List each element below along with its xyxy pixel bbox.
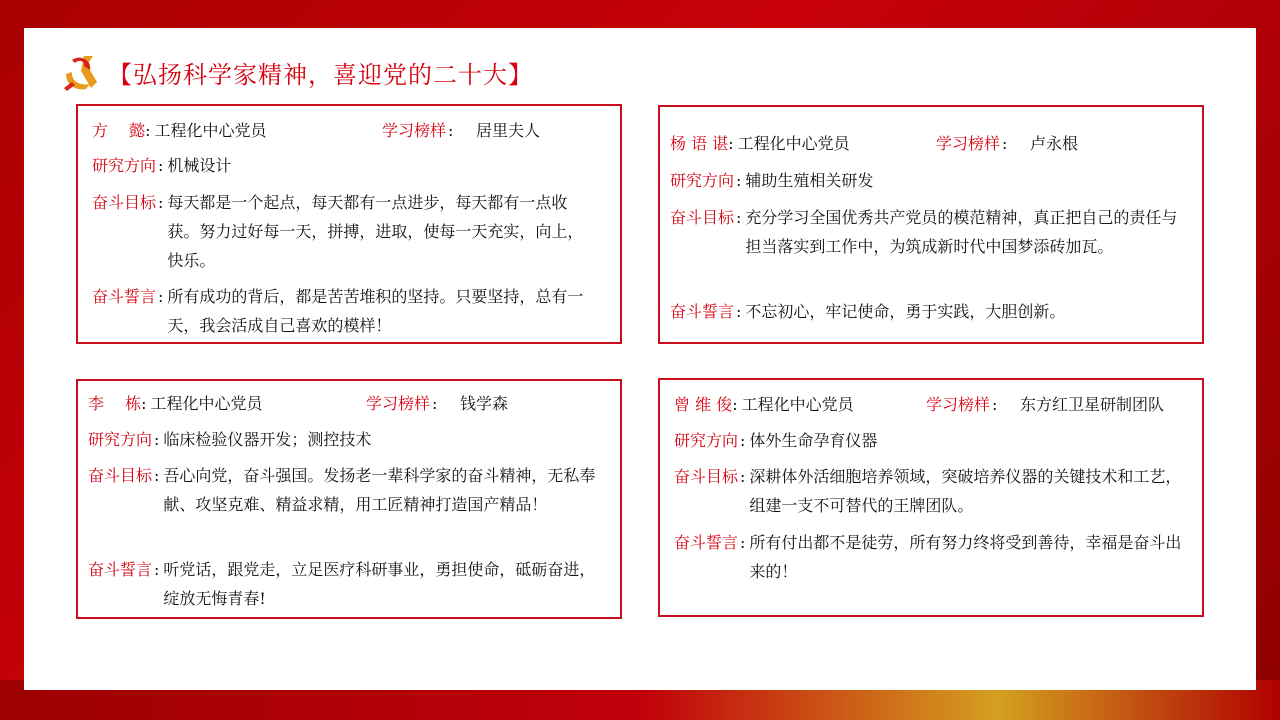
direction-label: 研究方向 — [670, 171, 735, 190]
motto-label: 奋斗誓言 — [88, 560, 153, 579]
motto-row — [674, 528, 1202, 586]
colon: : — [740, 467, 746, 486]
goal-label: 奋斗目标 — [92, 193, 157, 212]
goal-row — [674, 462, 1202, 520]
goal-label: 奋斗目标 — [88, 466, 153, 485]
direction-value: 辅助生殖相关研发 — [745, 171, 874, 190]
direction-label: 研究方向 — [92, 156, 157, 175]
colon: : — [448, 121, 454, 140]
slide-panel — [24, 28, 1256, 690]
colon: : — [154, 466, 160, 485]
model-label: 学习榜样 — [382, 121, 447, 140]
model-label: 学习榜样 — [926, 395, 991, 414]
member-card-li-dong — [76, 379, 622, 619]
motto-label: 奋斗誓言 — [670, 302, 735, 321]
goal-row — [92, 188, 616, 275]
member-card-yang-yuchen — [658, 105, 1204, 344]
goal-label: 奋斗目标 — [670, 208, 735, 227]
motto-value: 所有成功的背后，都是苦苦堆积的坚持。只要坚持，总有一天，我会活成自己喜欢的模样！ — [167, 287, 584, 335]
name-role-row — [92, 116, 612, 145]
colon: : — [158, 156, 164, 175]
motto-row — [92, 282, 620, 340]
direction-label: 研究方向 — [674, 431, 739, 450]
member-name: 杨 语 谌 — [670, 134, 729, 153]
member-card-fang-yi — [76, 104, 622, 344]
colon: : — [154, 430, 160, 449]
goal-row — [88, 461, 620, 519]
direction-label: 研究方向 — [88, 430, 153, 449]
member-role: 工程化中心党员 — [741, 395, 854, 414]
motto-row — [88, 555, 620, 613]
colon: : — [740, 533, 746, 552]
member-name: 曾 维 俊 — [674, 395, 733, 414]
colon: : — [728, 134, 734, 153]
colon: : — [432, 394, 438, 413]
colon: : — [154, 560, 160, 579]
motto-label: 奋斗誓言 — [674, 533, 739, 552]
direction-row — [674, 426, 1202, 455]
title-row — [60, 52, 533, 92]
member-role: 工程化中心党员 — [150, 394, 263, 413]
member-role: 工程化中心党员 — [154, 121, 267, 140]
direction-value: 体外生命孕育仪器 — [749, 431, 878, 450]
colon: : — [740, 431, 746, 450]
motto-value: 听党话，跟党走，立足医疗科研事业，勇担使命，砥砺奋进，绽放无悔青春! — [163, 560, 596, 608]
name-role-row — [670, 129, 1198, 158]
colon: : — [736, 208, 742, 227]
member-name: 方 懿 — [92, 121, 146, 140]
colon: : — [141, 394, 147, 413]
colon: : — [992, 395, 998, 414]
direction-value: 临床检验仪器开发；测控技术 — [163, 430, 372, 449]
goal-row — [670, 203, 1202, 261]
model-label: 学习榜样 — [936, 134, 1001, 153]
name-role-row — [88, 389, 616, 418]
model-value: 东方红卫星研制团队 — [1020, 395, 1165, 414]
name-role-row — [674, 390, 1202, 419]
model-value: 居里夫人 — [476, 121, 541, 140]
model-label: 学习榜样 — [366, 394, 431, 413]
direction-value: 机械设计 — [167, 156, 232, 175]
motto-label: 奋斗誓言 — [92, 287, 157, 306]
colon: : — [732, 395, 738, 414]
colon: : — [158, 193, 164, 212]
model-value: 钱学森 — [460, 394, 509, 413]
member-card-zeng-weijun — [658, 378, 1204, 617]
colon: : — [1002, 134, 1008, 153]
goal-value: 每天都是一个起点，每天都有一点进步，每天都有一点收获。努力过好每一天，拼搏，进取，使每一天充实，向上，快乐。 — [167, 193, 584, 270]
goal-value: 充分学习全国优秀共产党员的模范精神，真正把自己的责任与担当落实到工作中，为筑成新时代中国梦添砖加瓦。 — [745, 208, 1178, 256]
motto-value: 不忘初心，牢记使命，勇于实践，大胆创新。 — [745, 302, 1066, 321]
goal-value: 深耕体外活细胞培养领域，突破培养仪器的关键技术和工艺，组建一支不可替代的王牌团队。 — [749, 467, 1182, 515]
direction-row — [92, 151, 612, 180]
party-emblem-icon — [60, 52, 102, 92]
motto-row — [670, 297, 1198, 326]
page-title: 【弘扬科学家精神，喜迎党的二十大】 — [108, 60, 533, 89]
colon: : — [736, 171, 742, 190]
colon: : — [736, 302, 742, 321]
direction-row — [88, 425, 616, 454]
member-role: 工程化中心党员 — [737, 134, 850, 153]
goal-label: 奋斗目标 — [674, 467, 739, 486]
colon: : — [158, 287, 164, 306]
motto-value: 所有付出都不是徒劳，所有努力终将受到善待，幸福是奋斗出来的！ — [749, 533, 1182, 581]
direction-row — [670, 166, 1198, 195]
colon: : — [145, 121, 151, 140]
goal-value: 吾心向党，奋斗强国。发扬老一辈科学家的奋斗精神，无私奉献、攻坚克难、精益求精，用工匠精神打造国产精品！ — [163, 466, 596, 514]
member-name: 李 栋 — [88, 394, 142, 413]
model-value: 卢永根 — [1030, 134, 1079, 153]
